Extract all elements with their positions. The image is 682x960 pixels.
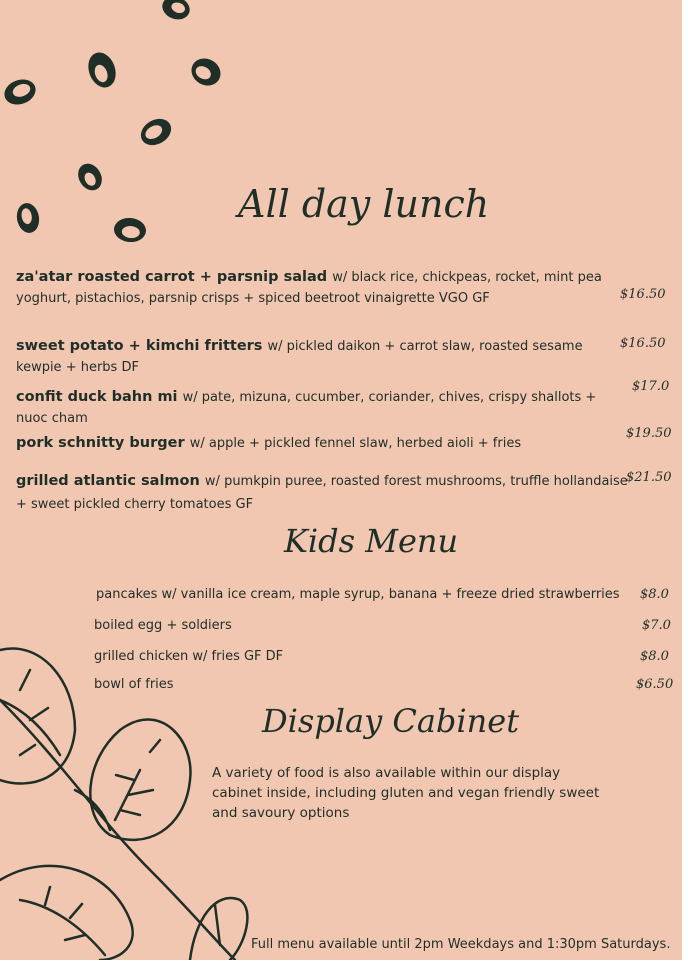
footer-note: Full menu available until 2pm Weekdays and 1:30pm Saturdays. bbox=[251, 937, 671, 952]
dish-name: grilled atlantic salmon bbox=[16, 473, 200, 489]
dish-desc: w/ apple + pickled fennel slaw, herbed aioli + fries bbox=[189, 436, 522, 451]
kids-price: $8.0 bbox=[640, 649, 669, 664]
kids-price: $6.50 bbox=[636, 677, 674, 692]
kids-section-title: Kids Menu bbox=[284, 522, 459, 560]
dish-name: pork schnitty burger bbox=[16, 435, 185, 451]
kids-item: pancakes w/ vanilla ice cream, maple syrup, banana + freeze dried strawberries bbox=[96, 587, 620, 602]
lunch-item bbox=[16, 469, 630, 515]
dish-desc: w/ pate, mizuna, cucumber, coriander, chives, crispy shallots + nuoc cham bbox=[16, 390, 597, 426]
dish-desc: w/ pickled daikon + carrot slaw, roasted sesame kewpie + herbs DF bbox=[16, 339, 583, 375]
kids-price: $7.0 bbox=[642, 618, 671, 633]
kids-price: $8.0 bbox=[640, 587, 669, 602]
dish-name: sweet potato + kimchi fritters bbox=[16, 338, 263, 354]
lunch-item bbox=[16, 335, 626, 377]
dish-desc: w/ black rice, chickpeas, rocket, mint pea yoghurt, pistachios, parsnip crisps + spiced beetroot vinaigrette VGO GF bbox=[16, 270, 602, 306]
kids-item: bowl of fries bbox=[94, 677, 174, 692]
dish-price: $19.50 bbox=[626, 426, 672, 441]
dish-price: $16.50 bbox=[620, 287, 666, 302]
lunch-section-title: All day lunch bbox=[238, 182, 490, 226]
cabinet-description: A variety of food is also available within our display cabinet inside, including gluten and vegan friendly sweet and savoury options bbox=[212, 765, 600, 821]
dish-price: $21.50 bbox=[626, 470, 672, 485]
dish-price: $17.0 bbox=[632, 379, 670, 394]
dish-desc: w/ pumkpin puree, roasted forest mushrooms, truffle hollandaise + sweet pickled cherry tomatoes GF bbox=[16, 474, 628, 512]
dish-price: $16.50 bbox=[620, 336, 666, 351]
lunch-item bbox=[16, 386, 606, 428]
dish-name: za'atar roasted carrot + parsnip salad bbox=[16, 269, 328, 285]
lunch-item bbox=[16, 432, 626, 453]
cabinet-section-title: Display Cabinet bbox=[262, 702, 520, 740]
lunch-item bbox=[16, 266, 626, 308]
dish-name: confit duck bahn mi bbox=[16, 389, 178, 405]
kids-item: boiled egg + soldiers bbox=[94, 618, 232, 633]
kids-item: grilled chicken w/ fries GF DF bbox=[94, 649, 284, 664]
